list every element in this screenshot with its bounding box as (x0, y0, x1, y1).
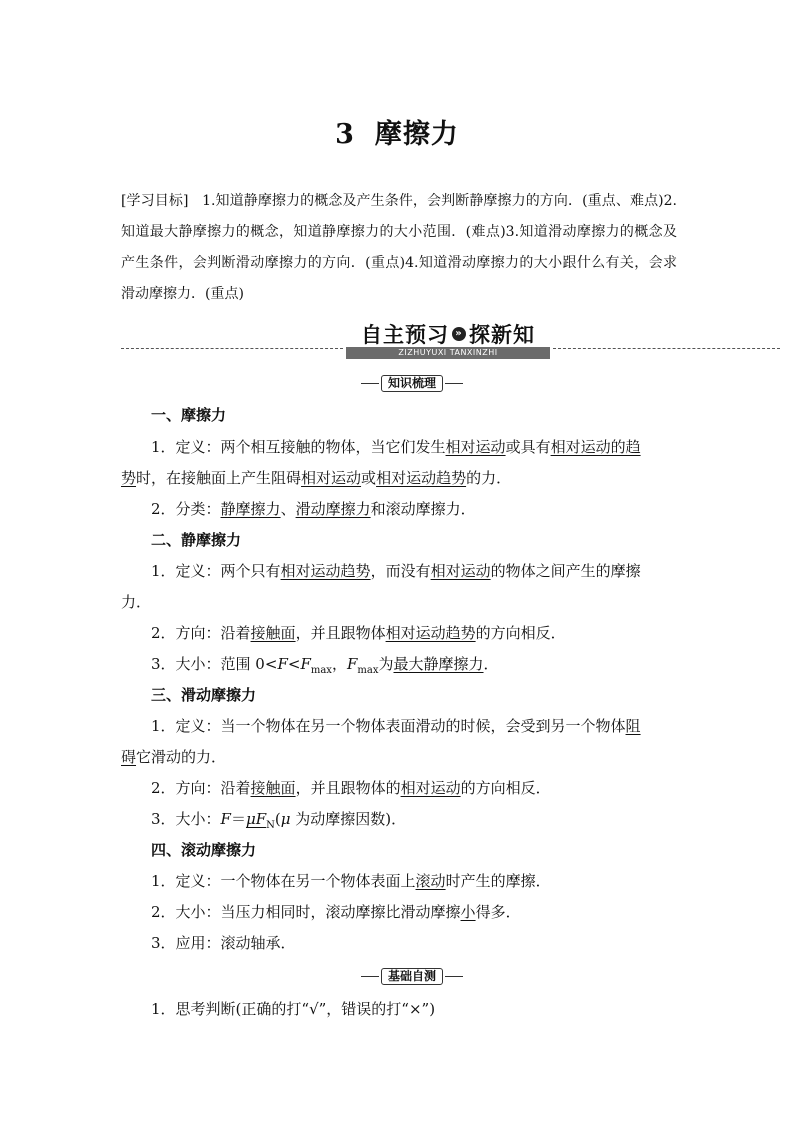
label-selftest (359, 967, 465, 985)
banner-part1: 自主预习 (361, 323, 449, 347)
math-symbol: F (346, 655, 358, 673)
text: 2．分类： (151, 500, 221, 518)
underlined-term: 相对运动趋势 (376, 469, 467, 487)
text: 的力． (466, 469, 512, 487)
text: 它滑动的力． (136, 748, 227, 766)
underlined-term: 势 (121, 469, 137, 487)
s1-item1-line1 (121, 437, 677, 457)
text: 或具有 (505, 438, 551, 456)
underlined-term: 滑动摩擦力 (295, 500, 371, 518)
s3-item1-line1 (121, 716, 677, 736)
title-text: 摩擦力 (374, 119, 459, 150)
title-number: 3 (335, 119, 355, 150)
text: 的方向相反． (460, 779, 551, 797)
label-knowledge-text: 知识梳理 (381, 375, 443, 392)
s2-item1-line1 (121, 561, 677, 581)
underlined-term: 静摩擦力 (220, 500, 281, 518)
text: 时产生的摩擦． (445, 872, 551, 890)
text: 2．大小：当压力相同时，滚动摩擦比滑动摩擦 (151, 903, 461, 921)
text: 2．方向：沿着 (151, 779, 251, 797)
s1-item2 (121, 499, 677, 519)
text: 的方向相反． (475, 624, 566, 642)
underlined-term: 相对运动的趋 (550, 438, 641, 456)
text: 为 (378, 655, 394, 673)
text: 时，在接触面上产生阻碍 (136, 469, 302, 487)
double-chevron-icon: » (452, 327, 466, 341)
s3-item3 (121, 809, 677, 836)
text: < (287, 655, 301, 673)
objectives-label: [学习目标] (121, 193, 189, 209)
math-subscript: max (357, 665, 379, 676)
learning-objectives (121, 186, 677, 310)
section-banner (0, 318, 794, 358)
math-symbol: F (300, 655, 311, 673)
section-heading-4: 四、滚动摩擦力 (151, 841, 257, 859)
text: ，并且跟物体 (295, 624, 386, 642)
underlined-term: 相对运动 (430, 562, 491, 580)
math-subscript: N (266, 820, 275, 831)
underlined-formula (245, 810, 275, 831)
s4-item3: 3．应用：滚动轴承． (151, 934, 296, 952)
section-heading-3: 三、滑动摩擦力 (151, 686, 257, 704)
underlined-term: 滚动 (415, 872, 446, 890)
underlined-term: 接触面 (250, 779, 296, 797)
underlined-term: 碍 (121, 748, 137, 766)
underlined-term: 阻 (625, 717, 641, 735)
label-selftest-text: 基础自测 (381, 968, 443, 985)
text: 3．大小：范围 0< (151, 655, 278, 673)
text: 为动摩擦因数)． (290, 810, 407, 828)
text: 3．大小： (151, 810, 221, 828)
text: 1．定义：一个物体在另一个物体表面上 (151, 872, 416, 890)
s4-item1 (121, 871, 677, 891)
text: 得多． (475, 903, 521, 921)
math-symbol: μ (280, 810, 291, 828)
section-heading-1: 一、摩擦力 (151, 406, 227, 424)
s1-item1-line2 (121, 468, 677, 488)
text: 或 (361, 469, 377, 487)
underlined-term: 相对运动 (400, 779, 461, 797)
s3-item1-line2 (121, 747, 677, 767)
underlined-term: 接触面 (250, 624, 296, 642)
math-symbol: F (220, 810, 231, 828)
text: ， (331, 655, 347, 673)
banner-dash-left (121, 348, 343, 349)
s2-item1-line2: 力． (121, 593, 152, 611)
objectives-text: 1.知道静摩擦力的概念及产生条件，会判断静摩擦力的方向．(重点、难点)2.知道最大静摩擦力的概念，知道静摩擦力的大小范围．(难点)3.知道滑动摩擦力的概念及产生条件，会判断滑动摩擦力的方向．(重点)4.知道滑动摩擦力的大小跟什么有关，会求滑动摩擦力．(重点) (121, 193, 677, 302)
underlined-term: 相对运动趋势 (280, 562, 371, 580)
text: 、 (280, 500, 296, 518)
s2-item3 (121, 654, 677, 681)
question-1: 1．思考判断(正确的打“√”，错误的打“×”) (151, 1000, 436, 1018)
text: 1．定义：两个只有 (151, 562, 281, 580)
math-symbol: μF (245, 810, 267, 828)
s4-item2 (121, 902, 677, 922)
banner-part2: 探新知 (469, 323, 535, 347)
text: ，而没有 (370, 562, 431, 580)
underlined-term: 小 (460, 903, 476, 921)
banner-dash-right (553, 348, 780, 349)
s3-item2 (121, 778, 677, 798)
text: ＝ (230, 810, 246, 828)
text: 1．定义：当一个物体在另一个物体表面滑动的时候，会受到另一个物体 (151, 717, 626, 735)
text: 2．方向：沿着 (151, 624, 251, 642)
label-knowledge (359, 374, 465, 392)
banner-subtitle: ZIZHUYUXI TANXINZHI (346, 347, 550, 359)
page-title (0, 112, 794, 151)
s2-item2 (121, 623, 677, 643)
banner-title (358, 320, 538, 348)
underlined-term: 最大静摩擦力 (393, 655, 484, 673)
text: ，并且跟物体的 (295, 779, 401, 797)
underlined-term: 相对运动 (445, 438, 506, 456)
text: ． (483, 655, 499, 673)
underlined-term: 相对运动趋势 (385, 624, 476, 642)
text: 的物体之间产生的摩擦 (490, 562, 641, 580)
text: 1．定义：两个相互接触的物体，当它们发生 (151, 438, 446, 456)
math-subscript: max (310, 665, 332, 676)
text: 和滚动摩擦力． (370, 500, 476, 518)
underlined-term: 相对运动 (301, 469, 362, 487)
math-symbol: F (277, 655, 288, 673)
text: ( (274, 810, 281, 828)
section-heading-2: 二、静摩擦力 (151, 531, 242, 549)
